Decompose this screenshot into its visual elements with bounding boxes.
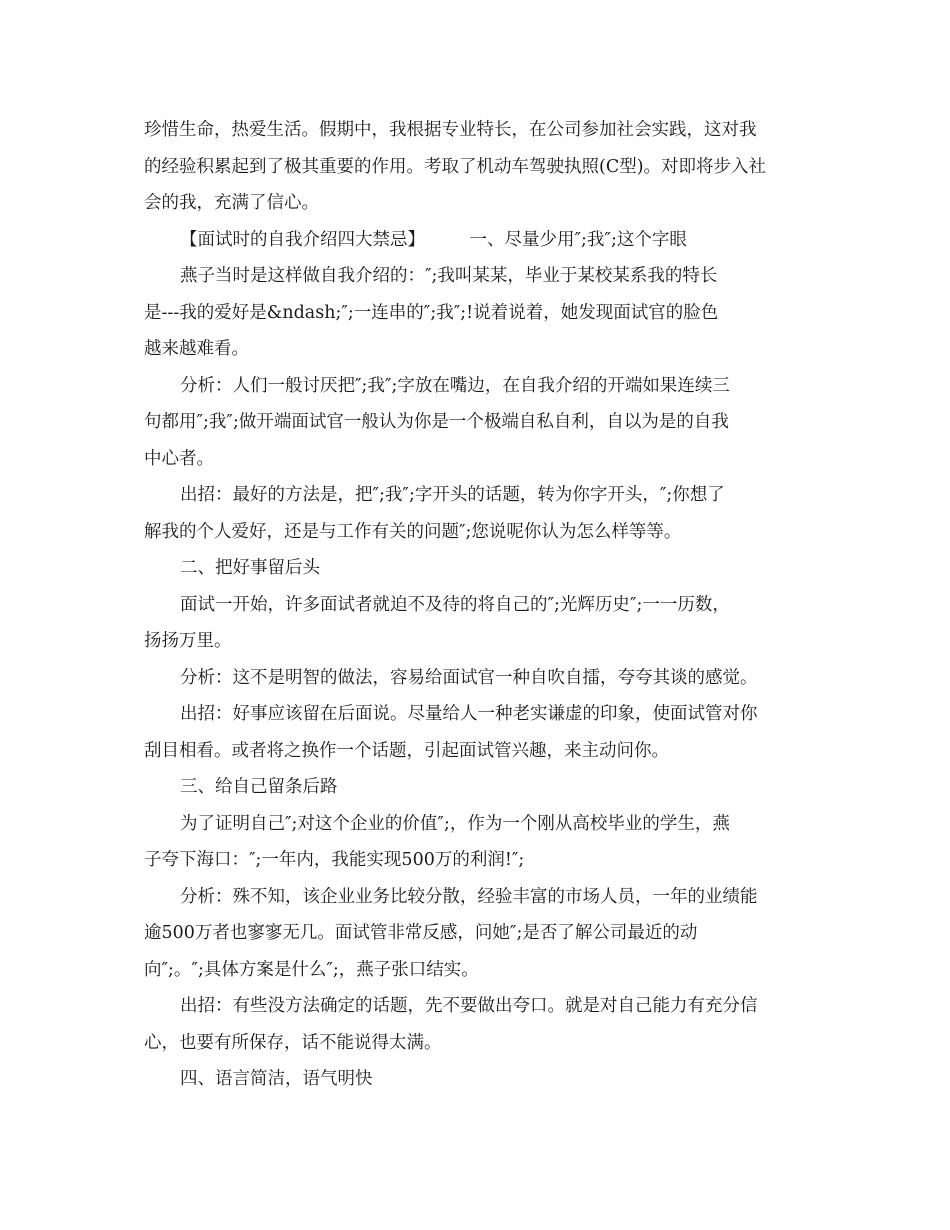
text-line: 分析：殊不知，该企业业务比较分散，经验丰富的市场人员，一年的业绩能 — [180, 886, 758, 907]
text-line: 子夸下海口：″;一年内，我能实现500万的利润!″; — [144, 850, 525, 870]
text-line: 分析：这不是明智的做法，容易给面试官一种自吹自擂，夸夸其谈的感觉。 — [180, 667, 758, 688]
section-heading-line: 四、语言简洁，语气明快 — [180, 1069, 373, 1089]
text-line: 面试一开始，许多面试者就迫不及待的将自己的″;光辉历史″;一一历数， — [180, 594, 730, 615]
section-heading-line: 二、把好事留后头 — [180, 558, 320, 578]
text-line: 越来越难看。 — [144, 339, 249, 359]
text-line: 逾500万者也寥寥无几。面试管非常反感，问她″;是否了解公司最近的动 — [144, 923, 698, 943]
text-line: 为了证明自己″;对这个企业的价值″;，作为一个刚从高校毕业的学生，燕 — [180, 813, 730, 834]
body-text — [144, 112, 812, 1098]
text-line: 珍惜生命，热爱生活。假期中，我根据专业特长，在公司参加社会实践，这对我 — [144, 120, 757, 140]
text-line: 向″;。″;具体方案是什么″;，燕子张口结实。 — [144, 959, 479, 980]
text-line: 出招：好事应该留在后面说。尽量给人一种老实谦虚的印象，使面试管对你 — [180, 704, 758, 724]
section-heading-line: 三、给自己留条后路 — [180, 777, 338, 797]
text-line: 心，也要有所保存，话不能说得太满。 — [144, 1032, 442, 1053]
text-line: 是---我的爱好是&ndash;″;一连串的″;我″;!说着说着，她发现面试官的脸色 — [144, 302, 719, 323]
text-line: 分析：人们一般讨厌把″;我″;字放在嘴边，在自我介绍的开端如果连续三 — [180, 375, 730, 396]
text-line: 出招：有些没方法确定的话题，先不要做出夸口。就是对自己能力有充分信 — [180, 996, 758, 1016]
text-line: 扬扬万里。 — [144, 631, 232, 651]
text-line: 刮目相看。或者将之换作一个话题，引起面试管兴趣，来主动问你。 — [144, 740, 669, 761]
text-line: 的经验积累起到了极其重要的作用。考取了机动车驾驶执照(C型)。对即将步入社 — [144, 156, 767, 177]
text-line: 解我的个人爱好，还是与工作有关的问题″;您说呢你认为怎么样等等。 — [144, 521, 682, 542]
text-line: 句都用″;我″;做开端面试官一般认为你是一个极端自私自利，自以为是的自我 — [144, 412, 729, 432]
text-line: 出招：最好的方法是，把″;我″;字开头的话题，转为你字开头，″;你想了 — [180, 485, 725, 505]
text-line: 中心者。 — [144, 448, 214, 469]
text-line: 会的我，充满了信心。 — [144, 193, 319, 213]
text-line: 燕子当时是这样做自我介绍的：″;我叫某某，毕业于某校某系我的特长 — [180, 266, 718, 286]
section-heading-line: 【面试时的自我介绍四大禁忌】 一、尽量少用″;我″;这个字眼 — [180, 229, 687, 250]
